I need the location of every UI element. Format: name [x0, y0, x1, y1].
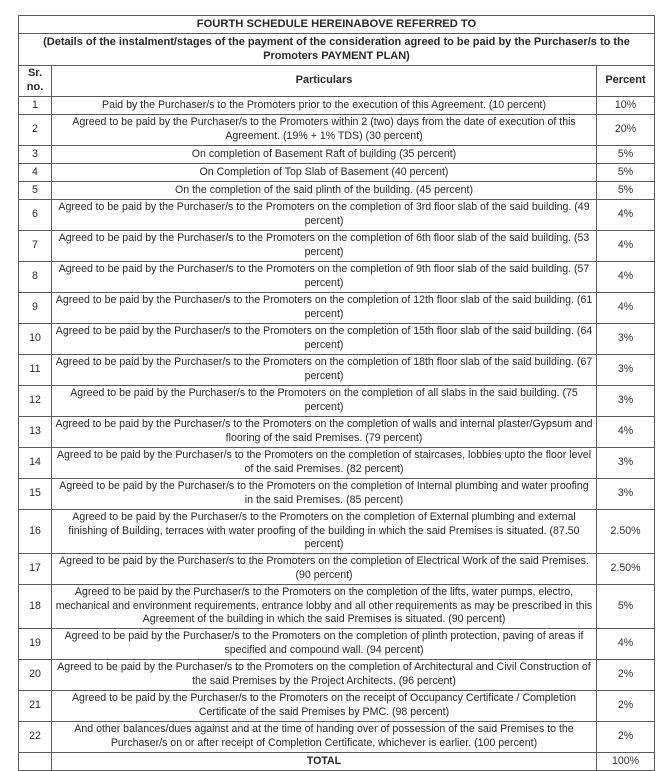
particulars-cell: Agreed to be paid by the Purchaser/s to the Promoters on the completion of all slabs in the said building. (75 percent) — [52, 386, 597, 417]
payment-schedule-table — [18, 15, 655, 771]
sr-no-cell: 1 — [19, 97, 52, 115]
sr-no-cell: 4 — [19, 164, 52, 182]
percent-cell: 2% — [597, 691, 655, 722]
percent-cell: 5% — [597, 182, 655, 200]
particulars-cell: Agreed to be paid by the Purchaser/s to the Promoters on the completion of Electrical Work of the said Premises. (90 percent) — [52, 554, 597, 585]
table-row — [19, 417, 655, 448]
particulars-cell: And other balances/dues against and at the time of handing over of possession of the said Premises to the Purchaser/s on or after receipt of Completion Certificate, whichever is earlier. (100 percent) — [52, 722, 597, 753]
schedule-subtitle: (Details of the instalment/stages of the payment of the consideration agreed to be paid by the Purchaser/s to the Promoters PAYMENT PLAN) — [19, 34, 655, 66]
total-label: TOTAL — [52, 753, 597, 771]
table-row — [19, 510, 655, 554]
particulars-cell: Agreed to be paid by the Purchaser/s to the Promoters on the completion of 3rd floor slab of the said building. (49 percent) — [52, 200, 597, 231]
header-row — [19, 66, 655, 97]
table-row — [19, 164, 655, 182]
table-row — [19, 182, 655, 200]
sr-no-cell: 21 — [19, 691, 52, 722]
table-row — [19, 115, 655, 146]
sr-no-cell: 6 — [19, 200, 52, 231]
percent-cell: 4% — [597, 629, 655, 660]
percent-cell: 2.50% — [597, 510, 655, 554]
table-row — [19, 722, 655, 753]
percent-cell: 10% — [597, 97, 655, 115]
particulars-cell: Agreed to be paid by the Purchaser/s to the Promoters on the completion of 6th floor slab of the said building. (53 percent) — [52, 231, 597, 262]
table-row — [19, 554, 655, 585]
sr-no-cell: 19 — [19, 629, 52, 660]
table-row — [19, 200, 655, 231]
particulars-cell: Agreed to be paid by the Purchaser/s to the Promoters on the completion of External plumbing and external finishing of Building, terraces with water proofing of the building in which the said Premises is situated. (87.50 percent) — [52, 510, 597, 554]
sr-no-cell: 2 — [19, 115, 52, 146]
title-row — [19, 16, 655, 34]
table-row — [19, 479, 655, 510]
percent-cell: 4% — [597, 200, 655, 231]
sr-no-cell: 11 — [19, 355, 52, 386]
sr-no-cell: 5 — [19, 182, 52, 200]
sr-no-cell: 17 — [19, 554, 52, 585]
percent-cell: 3% — [597, 386, 655, 417]
sr-no-cell: 7 — [19, 231, 52, 262]
particulars-cell: Agreed to be paid by the Purchaser/s to the Promoters on the completion of 15th floor slab of the said building. (64 percent) — [52, 324, 597, 355]
percent-cell: 4% — [597, 417, 655, 448]
particulars-cell: Agreed to be paid by the Purchaser/s to the Promoters on the completion of 18th floor slab of the said building. (67 percent) — [52, 355, 597, 386]
particulars-cell: Agreed to be paid by the Purchaser/s to the Promoters on the receipt of Occupancy Certificate / Completion Certificate of the said Premises by PMC. (98 percent) — [52, 691, 597, 722]
particulars-cell: Agreed to be paid by the Purchaser/s to the Promoters on the completion of plinth protection, paving of areas if specified and compound wall. (94 percent) — [52, 629, 597, 660]
particulars-cell: On completion of Basement Raft of building (35 percent) — [52, 146, 597, 164]
table-row — [19, 97, 655, 115]
particulars-cell: Agreed to be paid by the Purchaser/s to the Promoters on the completion of 9th floor slab of the said building. (57 percent) — [52, 262, 597, 293]
table-row — [19, 293, 655, 324]
percent-cell: 5% — [597, 585, 655, 629]
sr-no-cell: 12 — [19, 386, 52, 417]
particulars-cell: Agreed to be paid by the Purchaser/s to the Promoters on the completion of staircases, lobbies upto the floor level of the said Premises. (82 percent) — [52, 448, 597, 479]
percent-cell: 3% — [597, 479, 655, 510]
percent-cell: 3% — [597, 355, 655, 386]
subtitle-row — [19, 34, 655, 66]
sr-no-cell: 10 — [19, 324, 52, 355]
percent-cell: 4% — [597, 293, 655, 324]
sr-no-cell: 22 — [19, 722, 52, 753]
table-row — [19, 231, 655, 262]
particulars-cell: Agreed to be paid by the Purchaser/s to the Promoters on the completion of 12th floor slab of the said building. (61 percent) — [52, 293, 597, 324]
table-row — [19, 691, 655, 722]
header-sr-no: Sr. no. — [19, 66, 52, 97]
percent-cell: 4% — [597, 231, 655, 262]
table-row — [19, 386, 655, 417]
sr-no-cell: 8 — [19, 262, 52, 293]
table-row — [19, 660, 655, 691]
particulars-cell: On the completion of the said plinth of the building. (45 percent) — [52, 182, 597, 200]
table-row — [19, 324, 655, 355]
table-row — [19, 146, 655, 164]
percent-cell: 2% — [597, 722, 655, 753]
sr-no-cell: 13 — [19, 417, 52, 448]
particulars-cell: Paid by the Purchaser/s to the Promoters prior to the execution of this Agreement. (10 percent) — [52, 97, 597, 115]
header-particulars: Particulars — [52, 66, 597, 97]
particulars-cell: Agreed to be paid by the Purchaser/s to the Promoters on the completion of the lifts, water pumps, electro, mechanical and environment requirements, entrance lobby and all other requirements as may be prescribed in this Agreement of the building in which the said Premises is situated. (90 percent) — [52, 585, 597, 629]
percent-cell: 2% — [597, 660, 655, 691]
percent-cell: 3% — [597, 324, 655, 355]
schedule-title: FOURTH SCHEDULE HEREINABOVE REFERRED TO — [19, 16, 655, 34]
header-percent: Percent — [597, 66, 655, 97]
percent-cell: 20% — [597, 115, 655, 146]
sr-no-cell: 9 — [19, 293, 52, 324]
table-row — [19, 262, 655, 293]
table-row — [19, 629, 655, 660]
table-row — [19, 355, 655, 386]
percent-cell: 5% — [597, 164, 655, 182]
particulars-cell: On Completion of Top Slab of Basement (40 percent) — [52, 164, 597, 182]
percent-cell: 5% — [597, 146, 655, 164]
particulars-cell: Agreed to be paid by the Purchaser/s to the Promoters on the completion of Internal plumbing and water proofing in the said Premises. (85 percent) — [52, 479, 597, 510]
sr-no-cell: 3 — [19, 146, 52, 164]
sr-no-cell: 14 — [19, 448, 52, 479]
particulars-cell: Agreed to be paid by the Purchaser/s to the Promoters on the completion of Architectural and Civil Construction of the said Premises by the Project Architects. (96 percent) — [52, 660, 597, 691]
percent-cell: 4% — [597, 262, 655, 293]
table-row — [19, 585, 655, 629]
percent-cell: 2.50% — [597, 554, 655, 585]
sr-no-cell: 18 — [19, 585, 52, 629]
percent-cell: 3% — [597, 448, 655, 479]
table-row — [19, 448, 655, 479]
total-percent: 100% — [597, 753, 655, 771]
sr-no-cell: 15 — [19, 479, 52, 510]
sr-no-cell: 20 — [19, 660, 52, 691]
sr-no-cell: 16 — [19, 510, 52, 554]
particulars-cell: Agreed to be paid by the Purchaser/s to the Promoters on the completion of walls and internal plaster/Gypsum and flooring of the said Premises. (79 percent) — [52, 417, 597, 448]
particulars-cell: Agreed to be paid by the Purchaser/s to the Promoters within 2 (two) days from the date of execution of this Agreement. (19% + 1% TDS) (30 percent) — [52, 115, 597, 146]
